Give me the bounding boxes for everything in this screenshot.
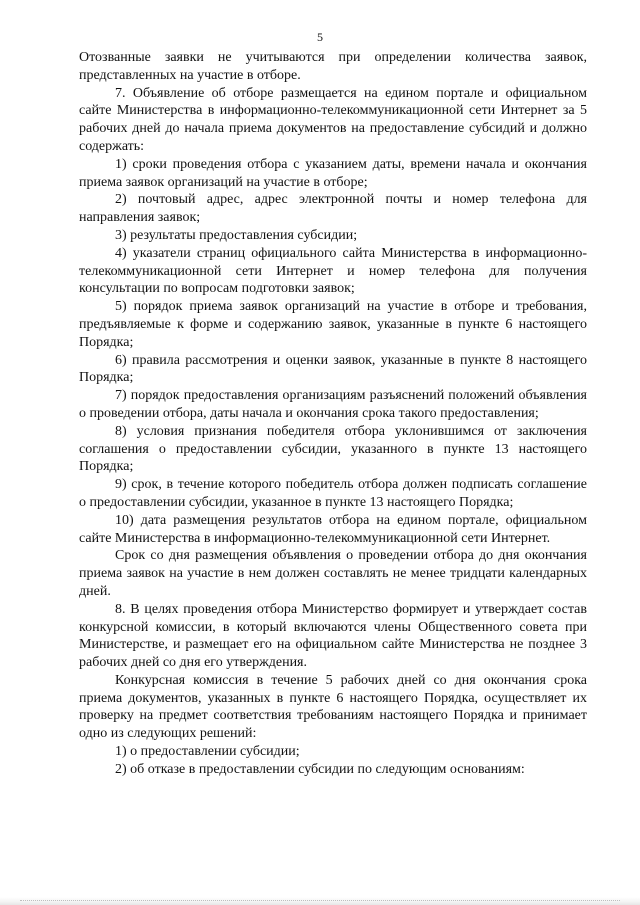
list-item-8-evasion-conditions: 8) условия признания победителя отбора уклонившимся от заключения соглашения о предоставлении субсидии, указанного в пункте 13 настоящего Порядка; <box>79 423 587 475</box>
list-item-2-contacts: 2) почтовый адрес, адрес электронной почты и номер телефона для направления заявок; <box>79 192 587 226</box>
paragraph-commission: Конкурсная комиссия в течение 5 рабочих дней со дня окончания срока приема документов, указанных в пункте 6 настоящего Порядка, осуществляет их проверку на предмет соответствия требованиям настоящего Порядка и принимает одно из следующих решений: <box>79 672 587 742</box>
decision-item-1: 1) о предоставлении субсидии; <box>115 744 300 760</box>
paragraph-term: Срок со дня размещения объявления о проведении отбора до дня окончания приема заявок на участие в нем должен составлять не менее тридцати календарных дней. <box>79 548 587 599</box>
paragraph-clause-7: 7. Объявление об отборе размещается на едином портале и официальном сайте Министерства в информационно-телекоммуникационной сети Интернет за 5 рабочих дней до начала приема документов на предоставление субсидий и должно содержать: <box>79 85 587 154</box>
list-item-1-deadlines: 1) сроки проведения отбора с указанием даты, времени начала и окончания приема заявок организаций на участие в отборе; <box>79 156 587 190</box>
document-body <box>79 49 587 779</box>
decision-item-2: 2) об отказе в предоставлении субсидии по следующим основаниям: <box>115 761 525 777</box>
list-item-9-signing-term: 9) срок, в течение которого победитель отбора должен подписать соглашение о предоставлении субсидии, указанное в пункте 13 настоящего Порядка; <box>79 477 587 510</box>
scan-artifact-line <box>20 900 620 902</box>
list-item-10-results-date: 10) дата размещения результатов отбора на едином портале, официальном сайте Министерства в информационно-телекоммуникационной сети Интернет. <box>79 512 587 546</box>
paragraph-clause-8: 8. В целях проведения отбора Министерство формирует и утверждает состав конкурсной комиссии, в который включаются члены Общественного совета при Министерстве, и размещает его на официальном сайте Министерства не позднее 3 рабочих дней со дня его утверждения. <box>79 601 587 671</box>
list-item-4-site-pages: 4) указатели страниц официального сайта Министерства в информационно-телекоммуникационной сети Интернет и номер телефона для получения консультации по вопросам подготовки заявок; <box>79 245 587 297</box>
list-item-5-acceptance-procedure: 5) порядок приема заявок организаций на участие в отборе и требования, предъявляемые к форме и содержанию заявок, указанные в пункте 6 настоящего Порядка; <box>79 299 587 350</box>
list-item-3-results: 3) результаты предоставления субсидии; <box>115 227 358 243</box>
list-item-6-evaluation-rules: 6) правила рассмотрения и оценки заявок, указанные в пункте 8 настоящего Порядка; <box>79 352 587 386</box>
page-number: 5 <box>317 30 323 44</box>
list-item-7-clarifications: 7) порядок предоставления организациям разъяснений положений объявления о проведении отбора, даты начала и окончания срока такого предоставления; <box>79 388 587 421</box>
paragraph-withdrawn-applications: Отозванные заявки не учитываются при определении количества заявок, представленных на участие в отборе. <box>79 50 587 83</box>
